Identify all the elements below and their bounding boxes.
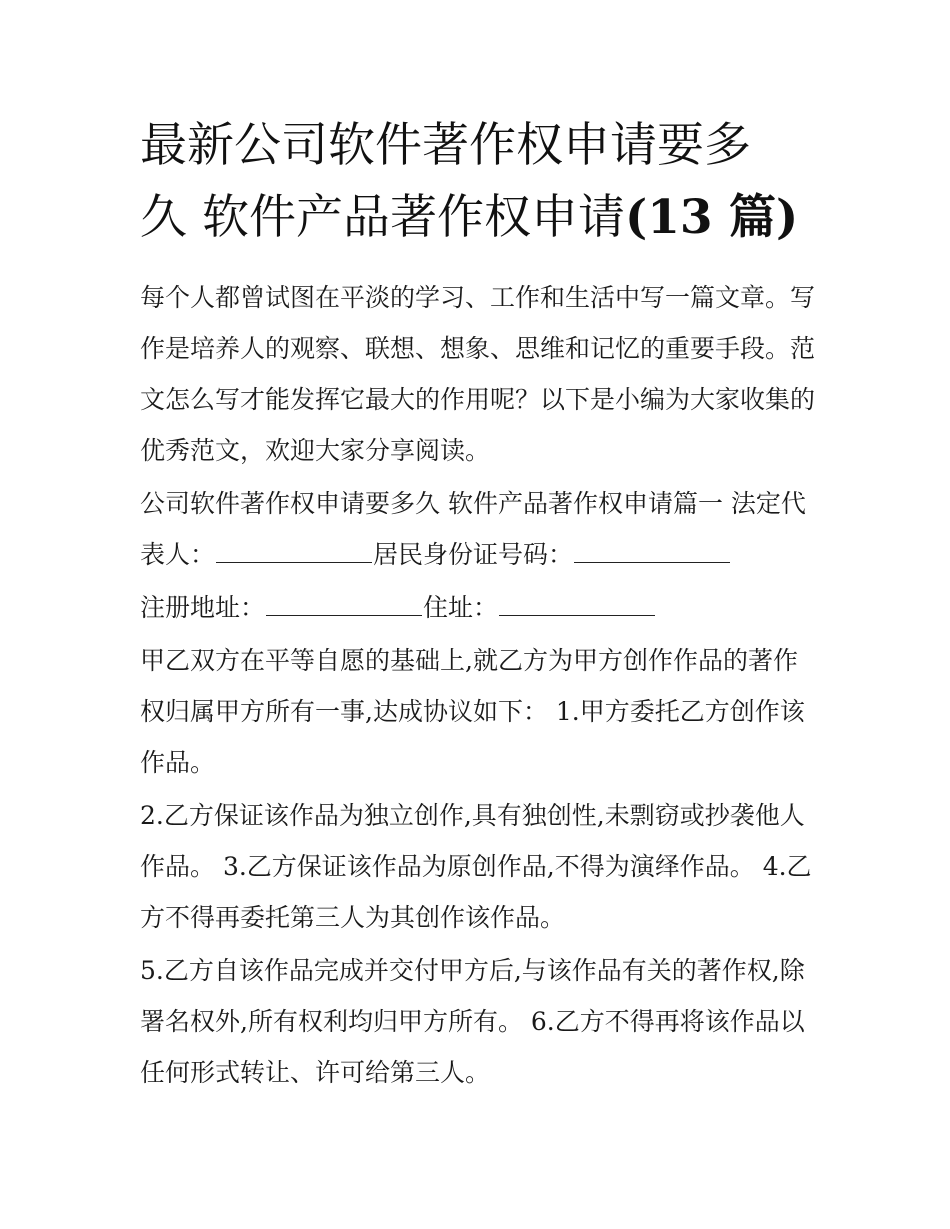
title-line-2-text: 久 软件产品著作权申请 — [140, 190, 625, 245]
clause-3-line-3: 任何形式转让、许可给第三人。 — [140, 1058, 491, 1087]
clause-3-line-1: 5.乙方自该作品完成并交付甲方后,与该作品有关的著作权,除 — [140, 956, 805, 985]
title-line-1: 最新公司软件著作权申请要多 — [140, 118, 751, 173]
section-heading-paragraph — [140, 478, 815, 580]
residence-label: 住址： — [423, 593, 499, 622]
clause-2-line-2: 作品。 3.乙方保证该作品为原创作品,不得为演绎作品。 4.乙 — [140, 852, 812, 881]
address-line — [140, 582, 815, 633]
id-label: 居民身份证号码： — [373, 540, 574, 569]
clause-2-line-1: 2.乙方保证该作品为独立创作,具有独创性,未剽窃或抄袭他人 — [140, 801, 805, 830]
rep-id-line — [140, 529, 815, 580]
addr-blank — [266, 593, 422, 616]
id-blank — [574, 540, 730, 563]
clause-1-line-1: 甲乙双方在平等自愿的基础上,就乙方为甲方创作作品的著作 — [140, 646, 798, 675]
clause-paragraph-2 — [140, 790, 815, 943]
address-paragraph — [140, 582, 815, 633]
clause-1-line-3: 作品。 — [140, 748, 216, 777]
intro-paragraph — [140, 272, 815, 476]
intro-line-3: 文怎么写才能发挥它最大的作用呢？以下是小编为大家收集的 — [140, 385, 816, 414]
document-title — [140, 110, 815, 254]
clause-paragraph-3 — [140, 945, 815, 1098]
intro-line-4: 优秀范文，欢迎大家分享阅读。 — [140, 436, 491, 465]
clause-2-line-3: 方不得再委托第三人为其创作该作品。 — [140, 903, 566, 932]
rep-label: 表人： — [140, 540, 216, 569]
title-count: (13 篇) — [624, 190, 799, 245]
residence-blank — [499, 593, 655, 616]
clause-3-line-2: 署名权外,所有权利均归甲方所有。 6.乙方不得再将该作品以 — [140, 1007, 805, 1036]
clause-1-line-2: 权归属甲方所有一事,达成协议如下： 1.甲方委托乙方创作该 — [140, 697, 805, 726]
addr-label: 注册地址： — [140, 593, 266, 622]
intro-line-2: 作是培养人的观察、联想、想象、思维和记忆的重要手段。范 — [140, 334, 816, 363]
clause-paragraph-1 — [140, 635, 815, 788]
section-heading-line: 公司软件著作权申请要多久 软件产品著作权申请篇一 法定代 — [140, 489, 806, 518]
title-line-2 — [140, 182, 815, 254]
intro-line-1: 每个人都曾试图在平淡的学习、工作和生活中写一篇文章。写 — [140, 283, 816, 312]
rep-blank — [216, 540, 372, 563]
